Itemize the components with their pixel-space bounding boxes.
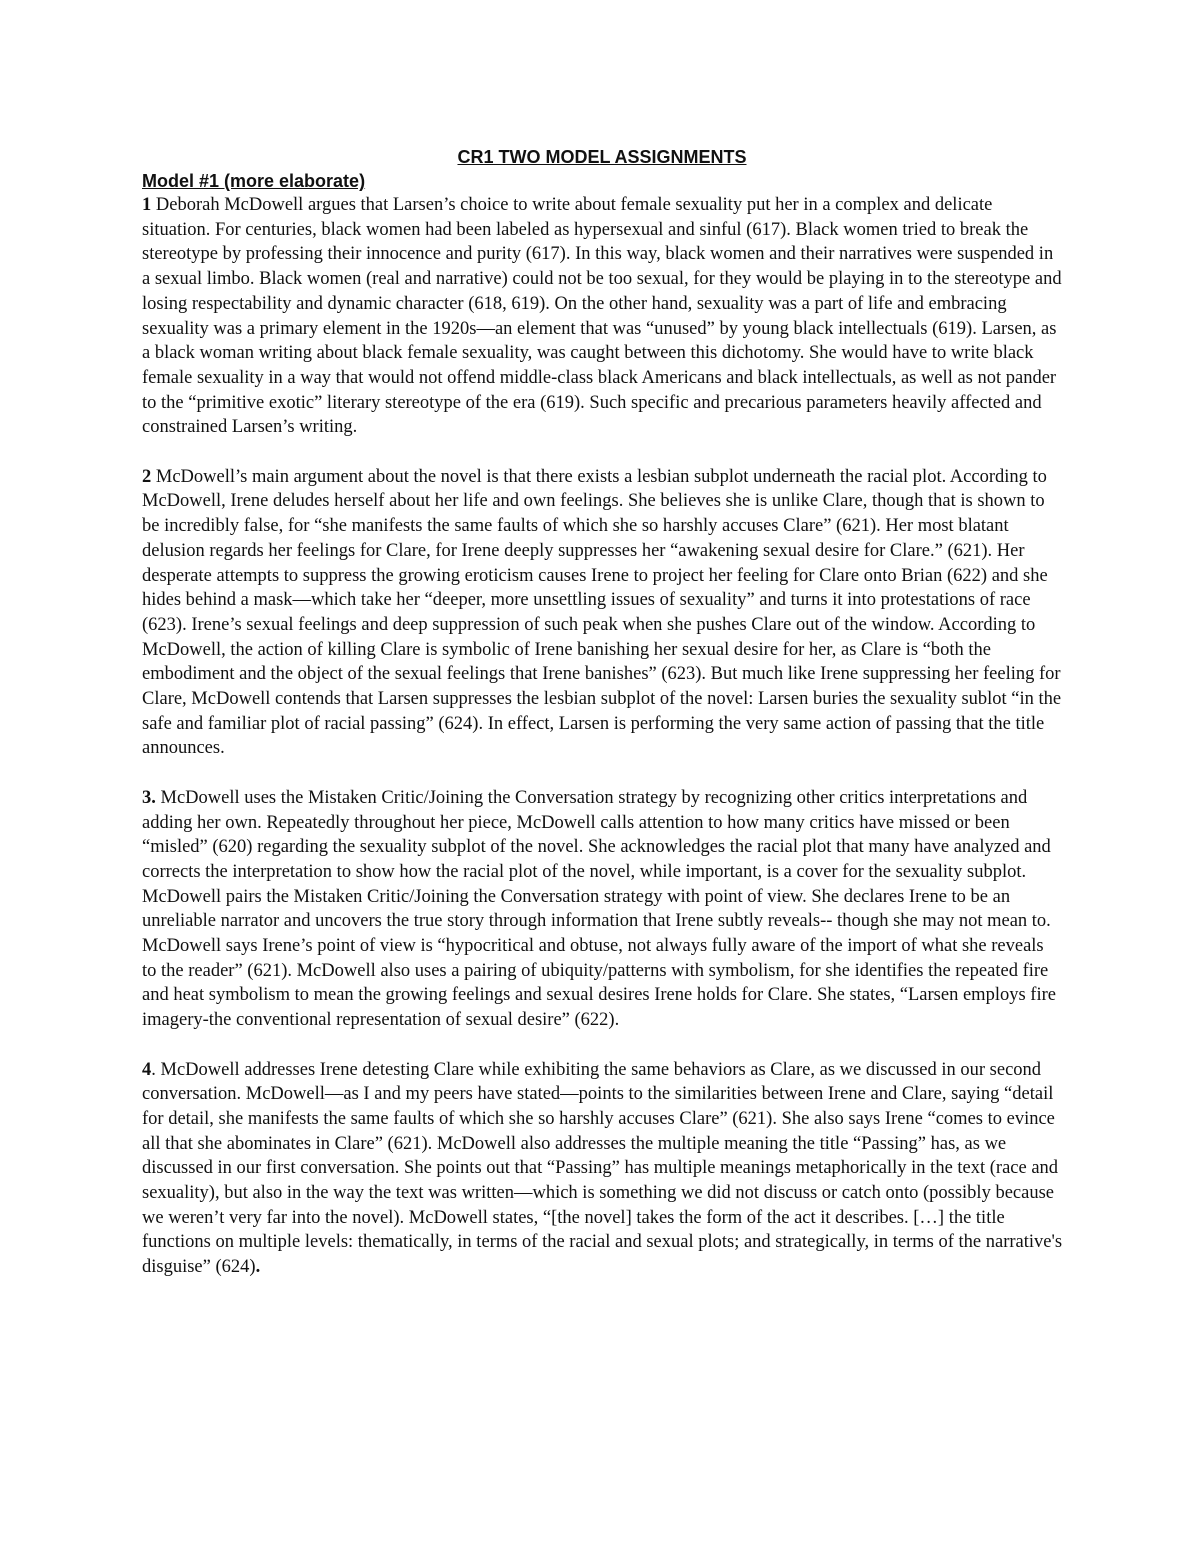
model-heading: Model #1 (more elaborate) — [142, 171, 366, 191]
paragraph-number: 2 — [142, 466, 152, 487]
document-title: CR1 TWO MODEL ASSIGNMENTS — [457, 147, 747, 167]
paragraph-number: 4 — [142, 1059, 152, 1080]
paragraph-text: McDowell’s main argument about the novel is that there exists a lesbian subplot underneath the racial plot. According to McDowell, Irene deludes herself about her life and own feelings. She believes she is unlike Clare, though that is shown to be incredibly false, for “she manifests the same faults of which she so harshly accuses Clare” (621). Her most blatant delusion regards her feelings for Clare, for Irene deeply suppresses her “awakening sexual desire for Clare.” (621). Her desperate attempts to suppress the growing eroticism causes Irene to project her feeling for Clare onto Brian (622) and she hides behind a mask—which take her “deeper, more unsettling issues of sexuality” and turns it into protestations of race (623). Irene’s sexual feelings and deep suppression of such peak when she pushes Clare out of the window. According to McDowell, the action of killing Clare is symbolic of Irene banishing her sexual desire for her, as Clare is “both the embodiment and the object of the sexual feelings that Irene banishes” (623). But much like Irene suppressing her feeling for Clare, McDowell contends that Larsen suppresses the lesbian subplot of the novel: Larsen buries the sexuality sublot “in the safe and familiar plot of racial passing” (624). In effect, Larsen is performing the very same action of passing that the title announces. — [142, 466, 1062, 759]
paragraph-text: Deborah McDowell argues that Larsen’s choice to write about female sexuality put her in a complex and delicate situation. For centuries, black women had been labeled as hypersexual and sinful (617). Black women tried to break the stereotype by professing their innocence and purity (617). In this way, black women and their narratives were suspended in a sexual limbo. Black women (real and narrative) could not be too sexual, for they would be playing in to the stereotype and losing respectability and dynamic character (618, 619). On the other hand, sexuality was a part of life and embracing sexuality was a primary element in the 1920s—an element that was “unused” by young black intellectuals (619). Larsen, as a black woman writing about black female sexuality, was caught between this dichotomy. She would have to write black female sexuality in a way that would not offend middle-class black Americans and black intellectuals, as well as not pander to the “primitive exotic” literary stereotype of the era (619). Such specific and precarious parameters heavily affected and constrained Larsen’s writing. — [142, 195, 1062, 438]
paragraph-2 — [142, 465, 1062, 761]
paragraph-1 — [142, 193, 1062, 440]
paragraph-number: 1 — [142, 195, 152, 215]
paragraph-3 — [142, 786, 1062, 1033]
paragraph-number: 3. — [142, 787, 156, 808]
paragraph-text: . McDowell addresses Irene detesting Clare while exhibiting the same behaviors as Clare, as we discussed in our second conversation. McDowell—as I and my peers have stated—points to the similarities between Irene and Clare, saying “detail for detail, she manifests the same faults of which she so harshly accuses Clare” (621). She also says Irene “comes to evince all that she abominates in Clare” (621). McDowell also addresses the multiple meaning the title “Passing” has, as we discussed in our first conversation. She points out that “Passing” has multiple meanings metaphorically in the text (race and sexuality), but also in the way the text was written—which is something we did not discuss or catch onto (possibly because we weren’t very far into the novel). McDowell states, “[the novel] takes the form of the act it describes. […] the title functions on multiple levels: thematically, in terms of the racial and sexual plots; and strategically, in terms of the narrative's disguise” (624) — [142, 1059, 1063, 1278]
paragraph-4 — [142, 1058, 1062, 1280]
paragraph-trailing-period: . — [255, 1257, 261, 1278]
paragraph-text: McDowell uses the Mistaken Critic/Joining the Conversation strategy by recognizing other critics interpretations and adding her own. Repeatedly throughout her piece, McDowell calls attention to how many critics have missed or been “misled” (620) regarding the sexuality subplot of the novel. She acknowledges the racial plot that many have analyzed and corrects the interpretation to show how the racial plot of the novel, while important, is a cover for the sexuality subplot. McDowell pairs the Mistaken Critic/Joining the Conversation strategy with point of view. She declares Irene to be an unreliable narrator and uncovers the true story through information that Irene subtly reveals-- though she may not mean to. McDowell says Irene’s point of view is “hypocritical and obtuse, not always fully aware of the import of what she reveals to the reader” (621). McDowell also uses a pairing of ubiquity/patterns with symbolism, for she identifies the repeated fire and heat symbolism to mean the growing feelings and sexual desires Irene holds for Clare. She states, “Larsen employs fire imagery-the conventional representation of sexual desire” (622). — [142, 787, 1056, 1031]
document-body — [142, 145, 1062, 1305]
